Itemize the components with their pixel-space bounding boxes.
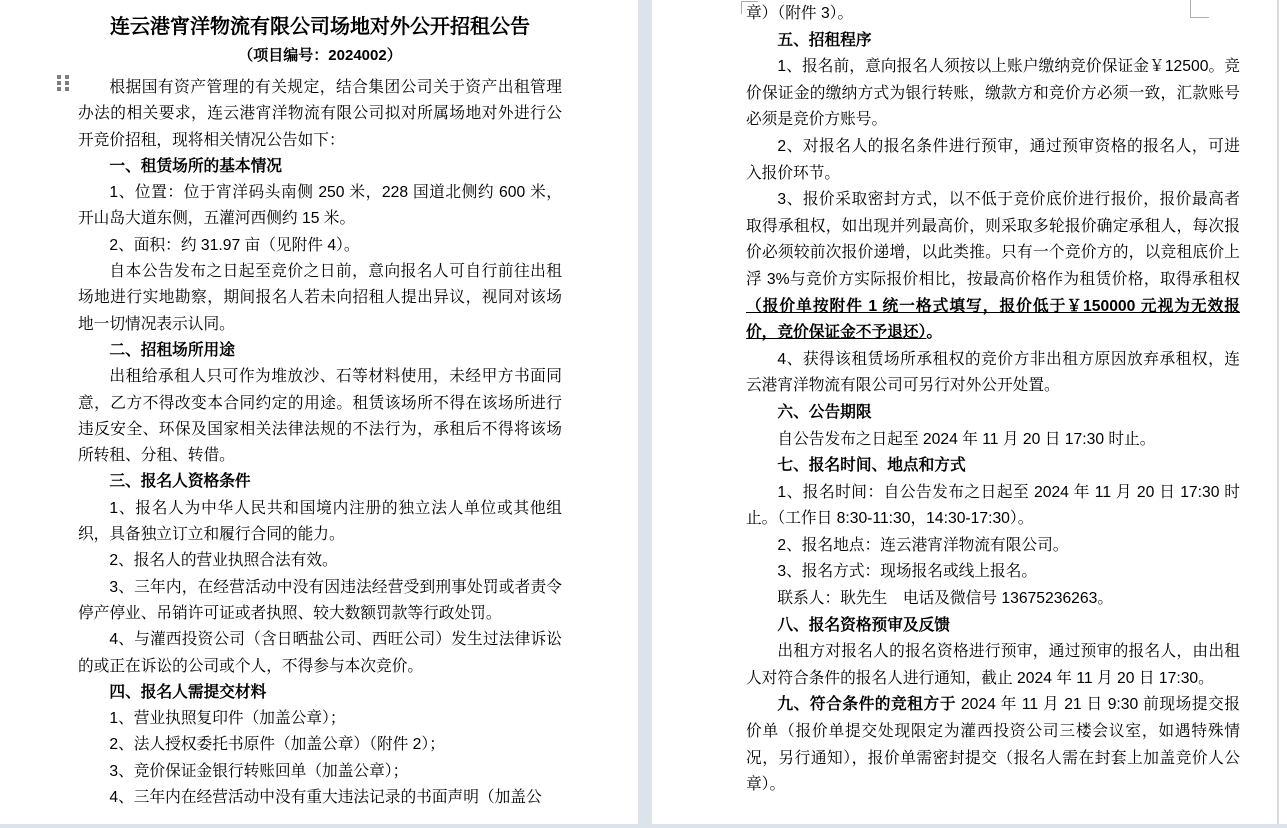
document-title: 连云港宵洋物流有限公司场地对外公开招租公告 — [110, 16, 530, 38]
section-heading — [78, 469, 562, 495]
text-run: 3、三年内，在经营活动中没有因违法经营受到刑事处罚或者责令停产停业、吊销许可证或者执照、较大数额罚款等行政处罚。 — [78, 578, 562, 622]
paragraph — [78, 548, 562, 574]
paragraph — [78, 732, 562, 758]
paragraph — [746, 480, 1240, 533]
text-boundary-mark-top-left — [741, 1, 758, 14]
text-run: 1、报名人为中华人民共和国境内注册的独立法人单位或其他组织，具备独立订立和履行合同的能力。 — [78, 499, 562, 544]
text-run: 3、报名方式：现场报名或线上报名。 — [777, 563, 1038, 581]
page-1-text-area — [78, 12, 562, 811]
text-run: 2、报名地点：连云港宵洋物流有限公司。 — [777, 536, 1069, 554]
text-run: 2、面积：约 31.97 亩（见附件 4）。 — [109, 236, 360, 254]
paragraph — [78, 759, 562, 785]
paragraph — [746, 639, 1240, 692]
paragraph — [746, 692, 1240, 798]
text-run: 4、与灌西投资公司（含日晒盐公司、西旺公司）发生过法律诉讼的或正在诉讼的公司或个人，不得参与本次竞价。 — [78, 631, 562, 675]
section-heading — [746, 400, 1240, 427]
paragraph — [746, 586, 1240, 613]
paragraph — [746, 134, 1240, 187]
text-run: 4、获得该租赁场所承租权的竞价方非出租方原因放弃承租权，连云港宵洋物流有限公司可另行对外公开处置。 — [746, 350, 1240, 395]
text-run: 联系人：耿先生 电话及微信号 13675236263。 — [777, 590, 1114, 608]
text-run: 2、报名人的营业执照合法有效。 — [109, 552, 338, 570]
section-heading — [78, 680, 562, 706]
page-gap-vertical — [638, 0, 652, 828]
paragraph — [78, 364, 562, 469]
emphasis-text: 九、符合条件的竞租方于 — [777, 696, 956, 714]
paragraph — [78, 180, 562, 233]
section-heading — [746, 28, 1240, 55]
text-run: 3、竞价保证金银行转账回单（加盖公章）； — [109, 762, 409, 780]
paragraph — [78, 75, 562, 154]
text-run: 2、法人授权委托书原件（加盖公章）（附件 2）； — [109, 736, 445, 754]
paragraph — [746, 533, 1240, 560]
paragraph — [746, 187, 1240, 347]
page-gap-bottom — [0, 824, 1287, 828]
section-heading — [746, 613, 1240, 640]
section-heading — [78, 154, 562, 180]
section-heading — [746, 453, 1240, 480]
drag-handle-icon[interactable] — [57, 75, 70, 92]
page-1-body — [78, 75, 562, 811]
text-run: 八、报名资格预审及反馈 — [777, 616, 950, 634]
text-run: 出租方对报名人的报名资格进行预审，通过预审的报名人，由出租人对符合条件的报名人进行通知，截止 2024 年 11 月 20 日 17:30。 — [746, 643, 1240, 687]
paragraph — [78, 496, 562, 549]
paragraph — [78, 706, 562, 732]
paragraph — [78, 627, 562, 680]
paragraph — [746, 54, 1240, 134]
document-page-1 — [0, 0, 638, 824]
paragraph — [78, 575, 562, 628]
paragraph — [78, 259, 562, 338]
text-boundary-mark-top-right — [1190, 0, 1209, 18]
text-run: 1、营业执照复印件（加盖公章）； — [109, 710, 346, 728]
paragraph — [746, 559, 1240, 586]
paragraph — [78, 785, 562, 811]
text-run: 五、招租程序 — [777, 31, 872, 49]
emphasis-text: 。 — [926, 324, 943, 342]
text-run: 1、报名时间：自公告发布之日起至 2024 年 11 月 20 日 17:30 时止。（工作日 8:30-11:30，14:30-17:30）。 — [746, 483, 1240, 528]
text-run: 章）（附件 3）。 — [746, 5, 854, 22]
text-run: 2、对报名人的报名条件进行预审，通过预审资格的报名人，可进入报价环节。 — [746, 137, 1240, 182]
section-heading — [78, 338, 562, 364]
paragraph — [78, 233, 562, 259]
text-run: 自本公告发布之日起至竞价之日前，意向报名人可自行前往出租场地进行实地勘察，期间报名人若未向招租人提出异议，视同对该场地一切情况表示认同。 — [78, 263, 562, 333]
text-run: 二、招租场所用途 — [109, 341, 235, 359]
text-run: 4、三年内在经营活动中没有重大违法记录的书面声明（加盖公 — [109, 789, 542, 807]
page-2-body — [746, 1, 1240, 799]
page-2-text-area — [746, 1, 1240, 799]
text-run: 四、报名人需提交材料 — [109, 683, 267, 701]
text-run: 出租给承租人只可作为堆放沙、石等材料使用，未经甲方书面同意，乙方不得改变本合同约定的用途。租赁该场所不得在该场所进行违反安全、环保及国家相关法律法规的不法行为，承租后不得将该场所转租、分租、转借。 — [78, 368, 562, 465]
paragraph — [746, 347, 1240, 400]
text-run: 1、位置：位于宵洋码头南侧 250 米，228 国道北侧约 600 米，开山岛大道东侧，五灌河西侧约 15 米。 — [78, 184, 562, 228]
text-run: 六、公告期限 — [777, 403, 872, 421]
text-run: 根据国有资产管理的有关规定，结合集团公司关于资产出租管理办法的相关要求，连云港宵洋物流有限公司拟对所属场地对外进行公开竞价招租，现将相关情况公告如下： — [78, 79, 562, 149]
emphasis-text: （报价单按附件 1 统一格式填写，报价低于￥150000 元视为无效报价，竞价保证金不予退还） — [746, 297, 1240, 342]
text-run: 一、租赁场所的基本情况 — [109, 157, 282, 175]
text-run: 1、报名前，意向报名人须按以上账户缴纳竞价保证金￥12500。竞价保证金的缴纳方式为银行转账，缴款方和竞价方必须一致，汇款账号必须是竞价方账号。 — [746, 58, 1240, 129]
document-page-2 — [652, 0, 1277, 824]
text-run: 3、报价采取密封方式，以不低于竞价底价进行报价，报价最高者取得承租权，如出现并列最高价，则采取多轮报价确定承租人，每次报价必须较前次报价递增，以此类推。只有一个竞价方的，以竞租底价上浮 3%与竞价方实际报价相比，按最高价格作为租赁价格，取得承租权 — [746, 191, 1240, 288]
text-run: 三、报名人资格条件 — [109, 473, 251, 491]
text-run: 2024 年 11 月 21 日 9:30 前现场提交报价单（报价单提交处现限定为灌西投资公司三楼会议室，如遇特殊情况，另行通知），报价单需密封提交（报名人需在封套上加盖竞价人公章）。 — [746, 696, 1240, 794]
text-run: 自公告发布之日起至 2024 年 11 月 20 日 17:30 时止。 — [777, 430, 1156, 448]
paragraph — [746, 1, 1240, 28]
project-number: （项目编号：2024002） — [238, 47, 402, 64]
text-run: 七、报名时间、地点和方式 — [777, 457, 966, 475]
paragraph — [746, 427, 1240, 454]
page-right-edge — [1277, 0, 1279, 824]
